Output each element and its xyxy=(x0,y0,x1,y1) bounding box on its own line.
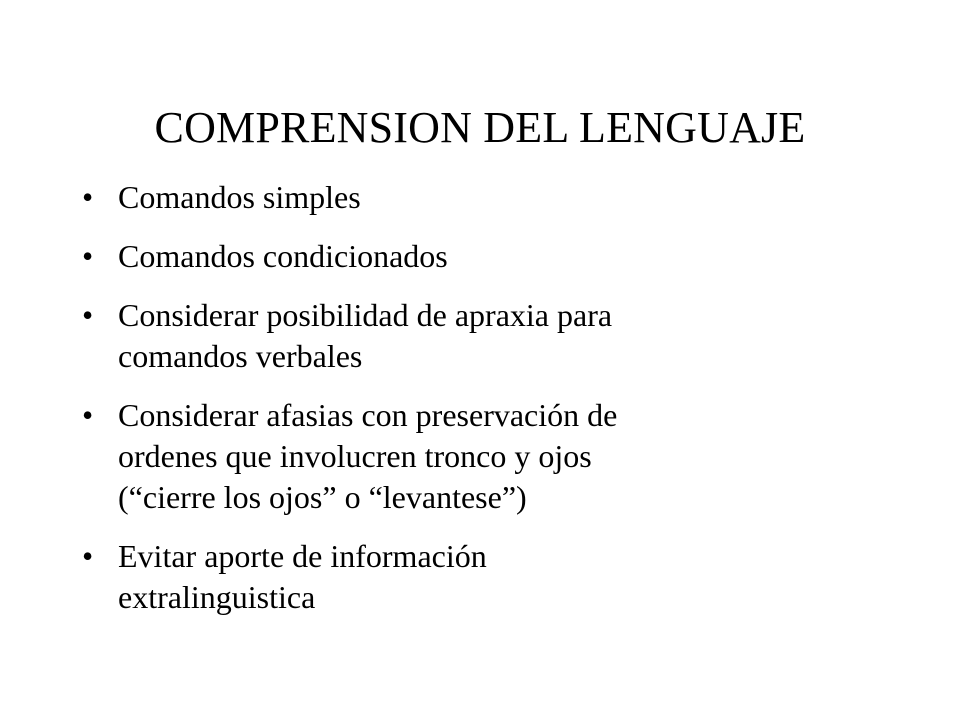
bullet-text: Comandos simples xyxy=(118,179,361,215)
bullet-text: Evitar aporte de información xyxy=(118,538,487,574)
bullet-item xyxy=(82,295,902,377)
bullet-icon: • xyxy=(82,297,94,333)
bullet-text: Comandos condicionados xyxy=(118,238,448,274)
bullet-item xyxy=(82,536,902,618)
bullet-item xyxy=(82,395,902,518)
bullet-icon: • xyxy=(82,238,94,274)
bullet-item xyxy=(82,177,902,218)
bullet-text: Considerar afasias con preservación de xyxy=(118,397,618,433)
bullet-text: Considerar posibilidad de apraxia para xyxy=(118,297,613,333)
bullet-list xyxy=(82,177,902,636)
slide-title: COMPRENSION DEL LENGUAJE xyxy=(154,103,806,152)
bullet-text: ordenes que involucren tronco y ojos xyxy=(118,438,592,474)
bullet-icon: • xyxy=(82,397,94,433)
bullet-icon: • xyxy=(82,538,94,574)
bullet-icon: • xyxy=(82,179,94,215)
bullet-text: (“cierre los ojos” o “levantese”) xyxy=(118,479,527,515)
bullet-text: extralinguistica xyxy=(118,579,316,615)
bullet-item xyxy=(82,236,902,277)
bullet-text: comandos verbales xyxy=(118,338,363,374)
